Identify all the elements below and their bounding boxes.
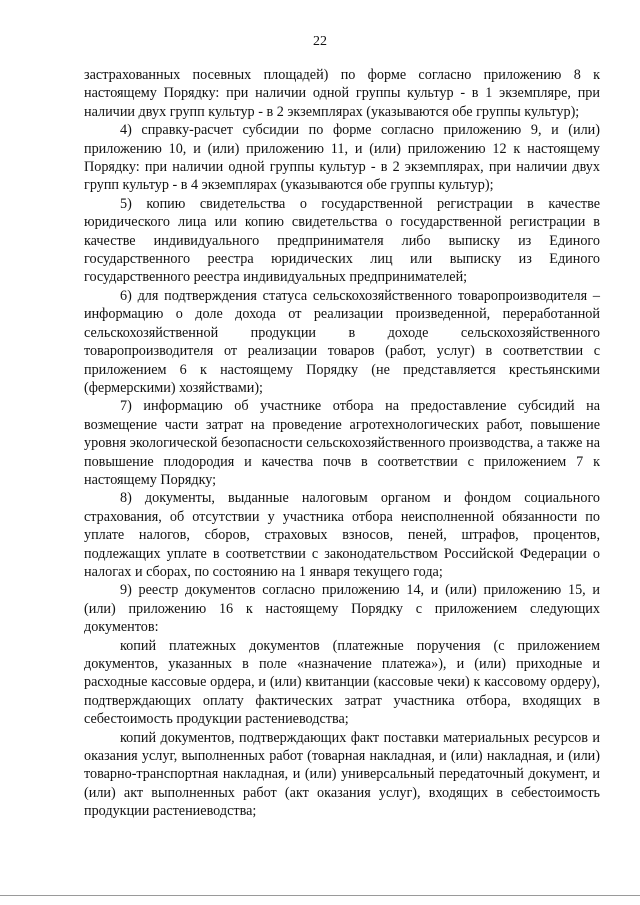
- paragraph-item-7: 7) информацию об участнике отбора на предоставление субсидий на возмещение части затрат на проведение агротехнологических работ, повышение уровня экологической безопасности сельскохозяйственного производства, а также на повышение плодородия и качества почв в соответствии с приложением 7 к настоящему Порядку;: [84, 398, 600, 488]
- document-body: [84, 66, 600, 821]
- paragraph-item-6: 6) для подтверждения статуса сельскохозяйственного товаропроизводителя – информацию о доле дохода от реализации произведенной, переработанной сельскохозяйственной продукции в доходе сельскохозяйственного товаропроизводителя от реализации товаров (работ, услуг) в соответствии с приложением 6 к настоящему Порядку (не представляется крестьянскими (фермерскими) хозяйствами);: [84, 287, 600, 396]
- paragraph-item-5: 5) копию свидетельства о государственной регистрации в качестве юридического лица или копию свидетельства о государственной регистрации в качестве индивидуального предпринимателя либо выписку из Единого государственного реестра юридических лиц или выписку из Единого государственного реестра индивидуальных предпринимателей;: [84, 195, 600, 286]
- paragraph-item-4: 4) справку-расчет субсидии по форме согласно приложению 9, и (или) приложению 10, и (или) приложению 11, и (или) приложению 12 к настоящему Порядку: при наличии одной группы культур - в 2 экземплярах, при наличии двух групп культур - в 4 экземплярах (указываются обе группы культур);: [84, 122, 600, 194]
- paragraph-payment-documents: копий платежных документов (платежные поручения (с приложением документов, указанных в поле «назначение платежа»), и (или) приходные и расходные кассовые ордера, и (или) квитанции (кассовые чеки) к кассовому ордеру), подтверждающих оплату фактических затрат участника отбора, входящих в себестоимость продукции растениеводства;: [84, 637, 600, 728]
- paragraph-item-8: 8) документы, выданные налоговым органом и фондом социального страхования, об отсутствии у участника отбора неисполненной обязанности по уплате налогов, сборов, страховых взносов, пеней, штрафов, процентов, подлежащих уплате в соответствии с законодательством Российской Федерации о налогах и сборах, по состоянию на 1 января текущего года;: [84, 490, 600, 580]
- paragraph-continuation: застрахованных посевных площадей) по форме согласно приложению 8 к настоящему Порядку: при наличии одной группы культур - в 1 экземпляре, при наличии двух групп культур - в 2 экземплярах (указываются обе группы культур);: [84, 67, 600, 120]
- page-bottom-edge: [0, 895, 640, 896]
- paragraph-delivery-documents: копий документов, подтверждающих факт поставки материальных ресурсов и оказания услуг, выполненных работ (товарная накладная, и (или) накладная, и (или) товарно-транспортная накладная, и (или) универсальный передаточный документ, и (или) акт выполненных работ (акт оказания услуг), входящих в себестоимость продукции растениеводства;: [84, 729, 600, 820]
- paragraph-item-9: 9) реестр документов согласно приложению 14, и (или) приложению 15, и (или) приложению 16 к настоящему Порядку с приложением следующих документов:: [84, 582, 600, 636]
- page-number: 22: [313, 34, 327, 49]
